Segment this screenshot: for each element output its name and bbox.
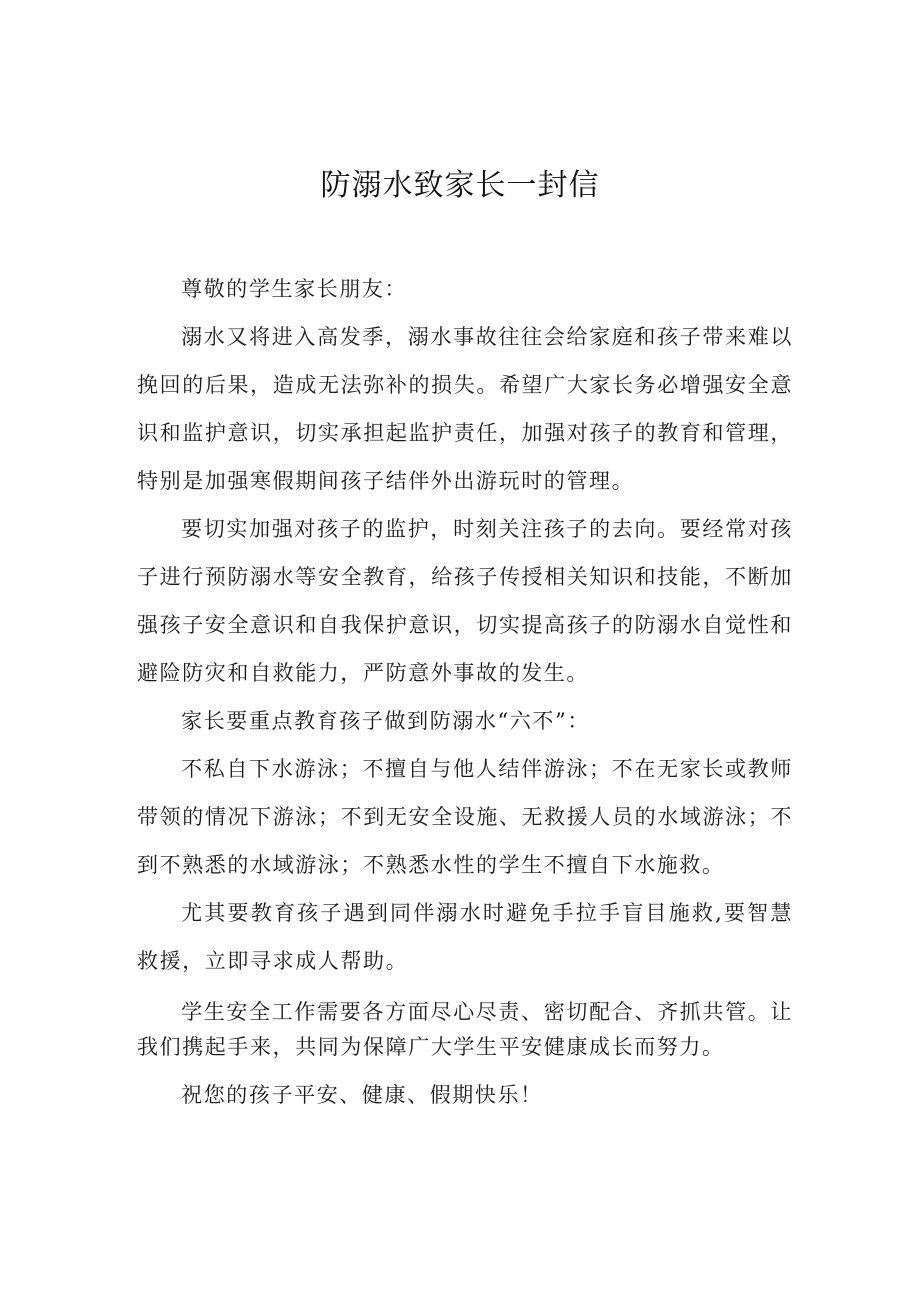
paragraph-six-nots-intro: 家长要重点教育孩子做到防溺水“六不”： [181,709,590,733]
paragraph-supervision: 要切实加强对孩子的监护，时刻关注孩子的去向。要经常对孩子进行预防溺水等安全教育，给孩子传授相关知识和技能，不断加强孩子安全意识和自我保护意识，切实提高孩子的防溺水自觉性和避险防灾和自救能力，严防意外事故的发生。 [137,517,793,685]
letter-title: 防溺水致家长一封信 [320,168,600,203]
letter-body [137,265,793,1119]
paragraph-rescue-advice: 尤其要教育孩子遇到同伴溺水时避免手拉手盲目施救,要智慧救援，立即寻求成人帮助。 [137,901,793,973]
paragraph-drowning-season: 溺水又将进入高发季，溺水事故往往会给家庭和孩子带来难以挽回的后果，造成无法弥补的损失。希望广大家长务必增强安全意识和监护意识，切实承担起监护责任，加强对孩子的教育和管理，特别是加强寒假期间孩子结伴外出游玩时的管理。 [137,325,793,493]
paragraph-six-nots: 不私自下水游泳；不擅自与他人结伴游泳；不在无家长或教师带领的情况下游泳；不到无安全设施、无救援人员的水域游泳；不到不熟悉的水域游泳；不熟悉水性的学生不擅自下水施救。 [137,757,793,877]
closing-wish: 祝您的孩子平安、健康、假期快乐！ [181,1083,543,1107]
greeting: 尊敬的学生家长朋友： [181,277,408,301]
paragraph-cooperation: 学生安全工作需要各方面尽心尽责、密切配合、齐抓共管。让我们携起手来，共同为保障广大学生平安健康成长而努力。 [137,1000,793,1059]
